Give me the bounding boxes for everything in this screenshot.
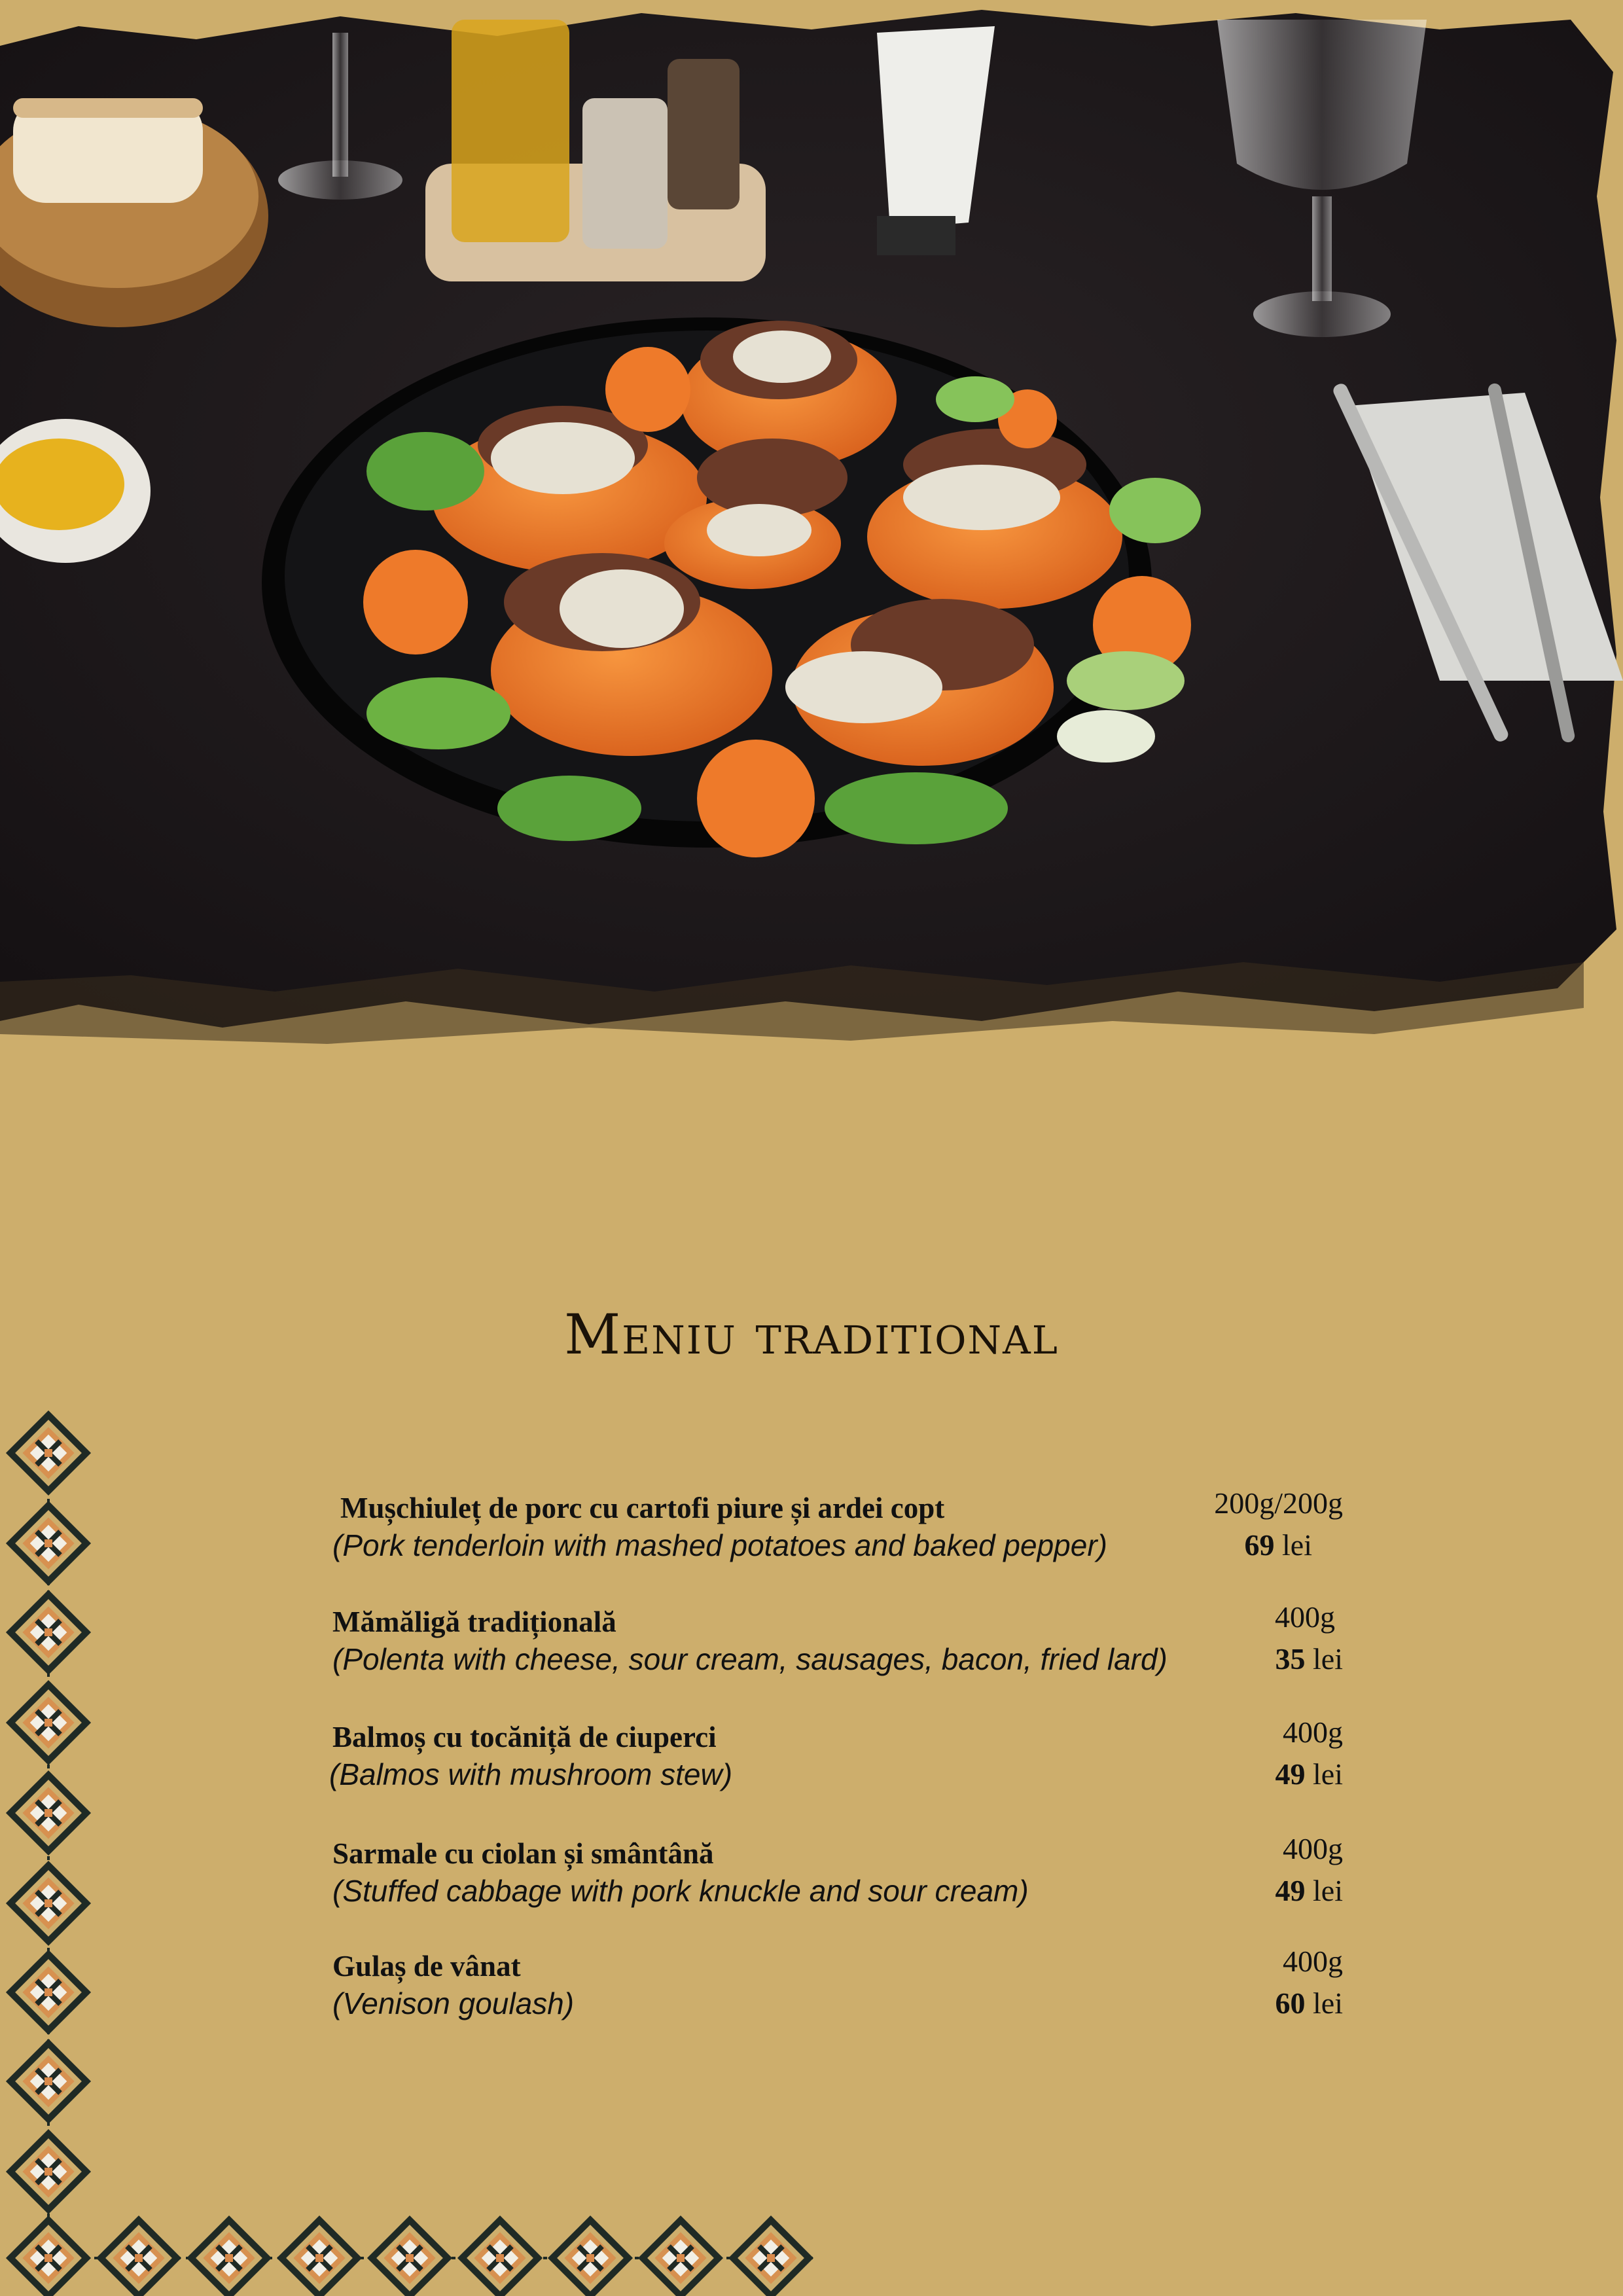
- item-name: Sarmale cu ciolan și smântână: [332, 1837, 714, 1870]
- item-weight: 400g: [1283, 1945, 1343, 1978]
- item-weight: 400g: [1275, 1600, 1335, 1634]
- item-description: (Venison goulash): [332, 1986, 575, 2020]
- price-currency: lei: [1313, 1874, 1343, 1907]
- item-weight: 400g: [1283, 1832, 1343, 1865]
- item-price: [1275, 1641, 1343, 1676]
- item-name: Gulaș de vânat: [332, 1950, 521, 1982]
- item-description: (Balmos with mushroom stew): [329, 1757, 733, 1791]
- item-description: (Polenta with cheese, sour cream, sausages, bacon, fried lard): [332, 1642, 1168, 1676]
- price-currency: lei: [1313, 1757, 1343, 1791]
- item-name: Mușchiuleț de porc cu cartofi piure și ardei copt: [340, 1492, 945, 1524]
- item-name: Mămăligă tradițională: [332, 1605, 616, 1638]
- embroidery-border: [0, 1407, 838, 2296]
- item-description: (Stuffed cabbage with pork knuckle and sour cream): [332, 1874, 1029, 1908]
- price-value: 35: [1275, 1642, 1306, 1676]
- item-price: [1275, 1873, 1343, 1908]
- item-price: [1245, 1528, 1312, 1562]
- item-price: [1275, 1757, 1343, 1791]
- price-currency: lei: [1282, 1528, 1312, 1562]
- price-value: 69: [1244, 1528, 1275, 1562]
- item-name: Balmoș cu tocăniță de ciuperci: [332, 1721, 717, 1753]
- menu-title: Meniu traditional: [564, 1302, 1059, 1367]
- item-price: [1275, 1986, 1343, 2020]
- price-currency: lei: [1313, 1986, 1343, 2020]
- item-weight: 200g/200g: [1214, 1486, 1343, 1520]
- price-value: 49: [1275, 1757, 1306, 1791]
- item-weight: 400g: [1283, 1715, 1343, 1749]
- price-value: 60: [1275, 1986, 1306, 2020]
- item-description: (Pork tenderloin with mashed potatoes and baked pepper): [332, 1528, 1107, 1562]
- price-value: 49: [1275, 1874, 1306, 1907]
- price-currency: lei: [1313, 1642, 1343, 1676]
